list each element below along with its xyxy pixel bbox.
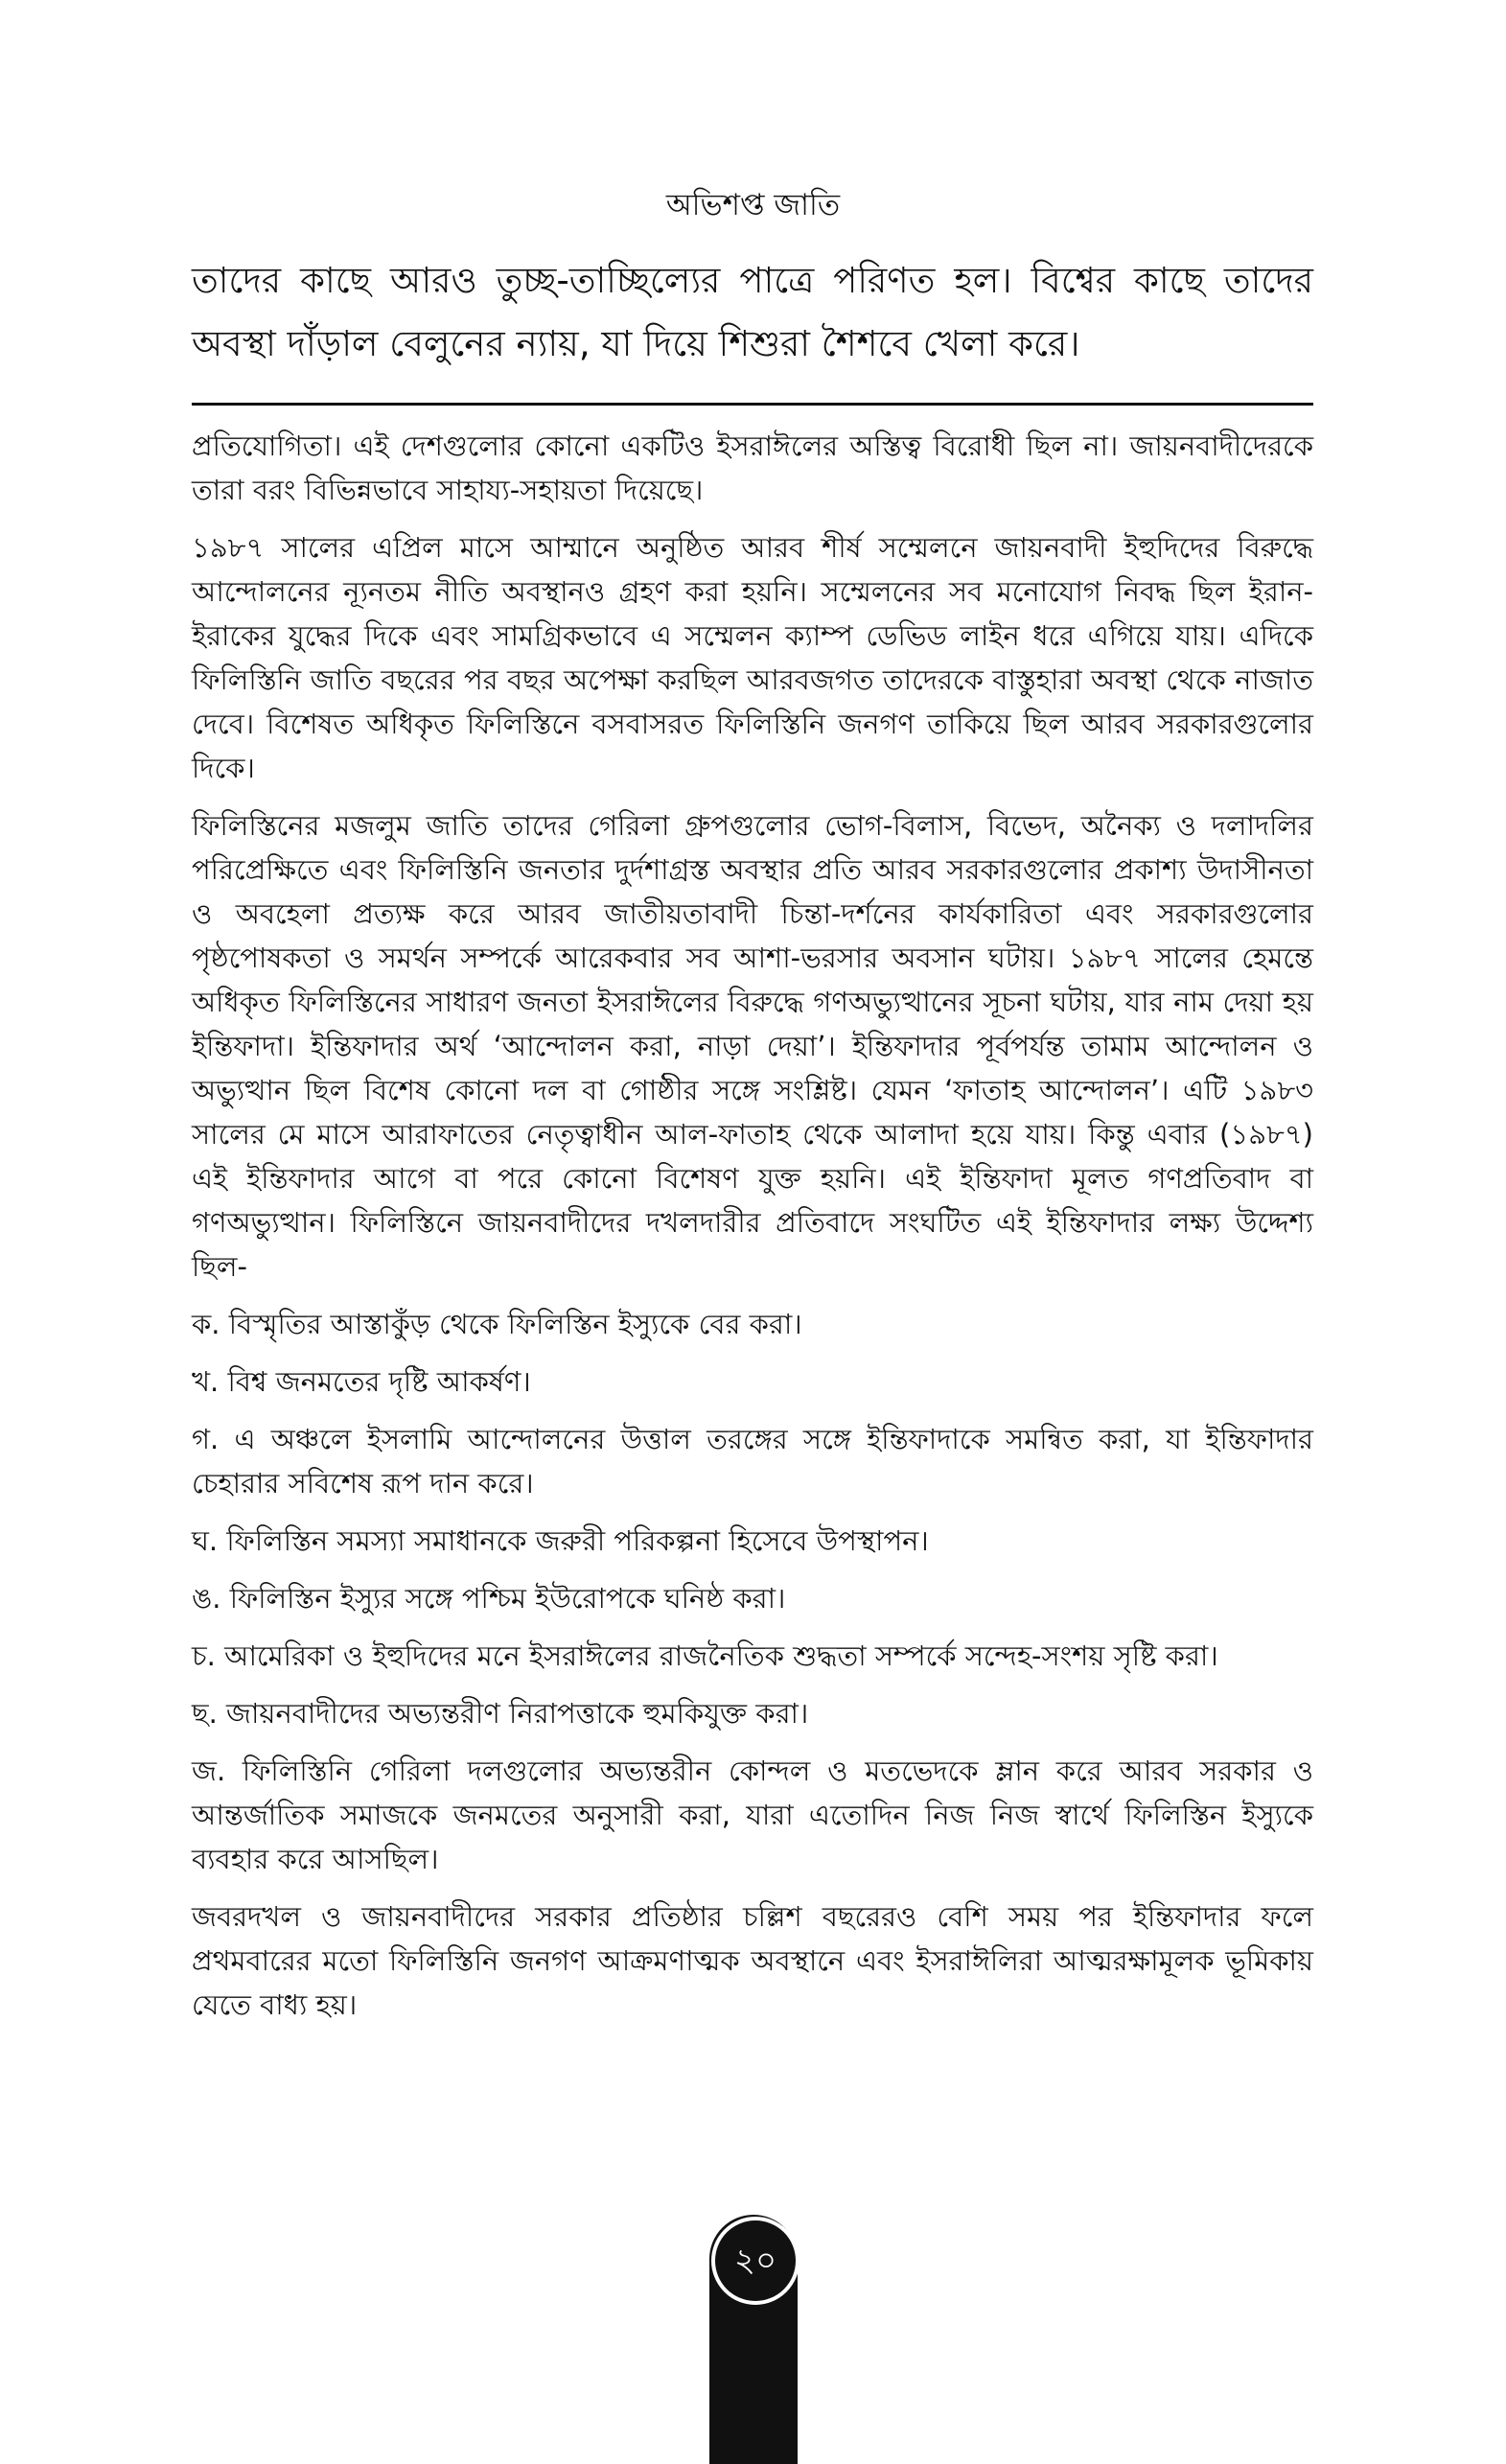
list-item: গ. এ অঞ্চলে ইসলামি আন্দোলনের উত্তাল তরঙ্গের সঙ্গে ইন্তিফাদাকে সমন্বিত করা, যা ইন্তিফাদার চেহারার সবিশেষ রূপ দান করে। [192,1423,1313,1499]
list-item: ঘ. ফিলিস্তিন সমস্যা সমাধানকে জরুরী পরিকল্পনা হিসেবে উপস্থাপন। [192,1524,929,1557]
list-item: জ. ফিলিস্তিনি গেরিলা দলগুলোর অভ্যন্তরীন কোন্দল ও মতভেদকে ম্লান করে আরব সরকার ও আন্তর্জাতিক সমাজকে জনমতের অনুসারী করা, যারা এতোদিন নিজ নিজ স্বার্থে ফিলিস্তিন ইস্যুকে ব্যবহার করে আসছিল। [192,1755,1313,1875]
list-item: ঙ. ফিলিস্তিন ইস্যুর সঙ্গে পশ্চিম ইউরোপকে ঘনিষ্ঠ করা। [192,1582,786,1615]
paragraph: জবরদখল ও জায়নবাদীদের সরকার প্রতিষ্ঠার চল্লিশ বছরেরও বেশি সময় পর ইন্তিফাদার ফলে প্রথমবারের মতো ফিলিস্তিনি জনগণ আক্রমণাত্মক অবস্থানে এবং ইসরাঈলিরা আত্মরক্ষামূলক ভূমিকায় যেতে বাধ্য হয়। [192,1900,1313,2021]
list-item: ক. বিস্মৃতির আস্তাকুঁড় থেকে ফিলিস্তিন ইস্যুকে বের করা। [192,1308,802,1340]
paragraph: প্রতিযোগিতা। এই দেশগুলোর কোনো একটিও ইসরাঈলের অস্তিত্ব বিরোধী ছিল না। জায়নবাদীদেরকে তারা বরং বিভিন্নভাবে সাহায্য-সহায়তা দিয়েছে। [192,430,1313,506]
list-item: ছ. জায়নবাদীদের অভ্যন্তরীণ নিরাপত্তাকে হুমকিযুক্ত করা। [192,1697,809,1730]
paragraph: ১৯৮৭ সালের এপ্রিল মাসে আম্মানে অনুষ্ঠিত আরব শীর্ষ সম্মেলনে জায়নবাদী ইহুদিদের বিরুদ্ধে আন্দোলনের ন্যূনতম নীতি অবস্থানও গ্রহণ করা হয়নি। সম্মেলনের সব মনোযোগ নিবদ্ধ ছিল ইরান-ইরাকের যুদ্ধের দিকে এবং সামগ্রিকভাবে এ সম্মেলন ক্যাম্প ডেভিড লাইন ধরে এগিয়ে যায়। এদিকে ফিলিস্তিনি জাতি বছরের পর বছর অপেক্ষা করছিল আরবজগত তাদেরকে বাস্তুহারা অবস্থা থেকে নাজাত দেবে। বিশেষত অধিকৃত ফিলিস্তিনে বসবাসরত ফিলিস্তিনি জনগণ তাকিয়ে ছিল আরব সরকারগুলোর দিকে। [192,531,1313,784]
list-item: চ. আমেরিকা ও ইহুদিদের মনে ইসরাঈলের রাজনৈতিক শুদ্ধতা সম্পর্কে সন্দেহ-সংশয় সৃষ্টি করা। [192,1639,1218,1672]
list-item: খ. বিশ্ব জনমতের দৃষ্টি আকর্ষণ। [192,1365,531,1398]
running-head: অভিশপ্ত জাতি [665,188,841,222]
body-text [192,424,1313,2040]
paragraph: ফিলিস্তিনের মজলুম জাতি তাদের গেরিলা গ্রুপগুলোর ভোগ-বিলাস, বিভেদ, অনৈক্য ও দলাদলির পরিপ্রেক্ষিতে এবং ফিলিস্তিনি জনতার দুর্দশাগ্রস্ত অবস্থার প্রতি আরব সরকারগুলোর প্রকাশ্য উদাসীনতা ও অবহেলা প্রত্যক্ষ করে আরব জাতীয়তাবাদী চিন্তা-দর্শনের কার্যকারিতা এবং সরকারগুলোর পৃষ্ঠপোষকতা ও সমর্থন সম্পর্কে আরেকবার সব আশা-ভরসার অবসান ঘটায়। ১৯৮৭ সালের হেমন্তে অধিকৃত ফিলিস্তিনের সাধারণ জনতা ইসরাঈলের বিরুদ্ধে গণঅভ্যুত্থানের সূচনা ঘটায়, যার নাম দেয়া হয় ইন্তিফাদা। ইন্তিফাদার অর্থ ‘আন্দোলন করা, নাড়া দেয়া’। ইন্তিফাদার পূর্বপর্যন্ত তামাম আন্দোলন ও অভ্যুত্থান ছিল বিশেষ কোনো দল বা গোষ্ঠীর সঙ্গে সংশ্লিষ্ট। যেমন ‘ফাতাহ আন্দোলন’। এটি ১৯৮৩ সালের মে মাসে আরাফাতের নেতৃত্বাধীন আল-ফাতাহ থেকে আলাদা হয়ে যায়। কিন্তু এবার (১৯৮৭) এই ইন্তিফাদার আগে বা পরে কোনো বিশেষণ যুক্ত হয়নি। এই ইন্তিফাদা মূলত গণপ্রতিবাদ বা গণঅভ্যুত্থান। ফিলিস্তিনে জায়নবাদীদের দখলদারীর প্রতিবাদে সংঘটিত এই ইন্তিফাদার লক্ষ্য উদ্দেশ্য ছিল- [192,809,1313,1283]
epigraph-text: তাদের কাছে আরও তুচ্ছ-তাচ্ছিল্যের পাত্রে পরিণত হল। বিশ্বের কাছে তাদের অবস্থা দাঁড়াল বেলুনের ন্যায়, যা দিয়ে শিশুরা শৈশবে খেলা করে। [192,260,1313,364]
separator-rule [192,403,1313,406]
page-number: ২০ [711,2217,799,2305]
